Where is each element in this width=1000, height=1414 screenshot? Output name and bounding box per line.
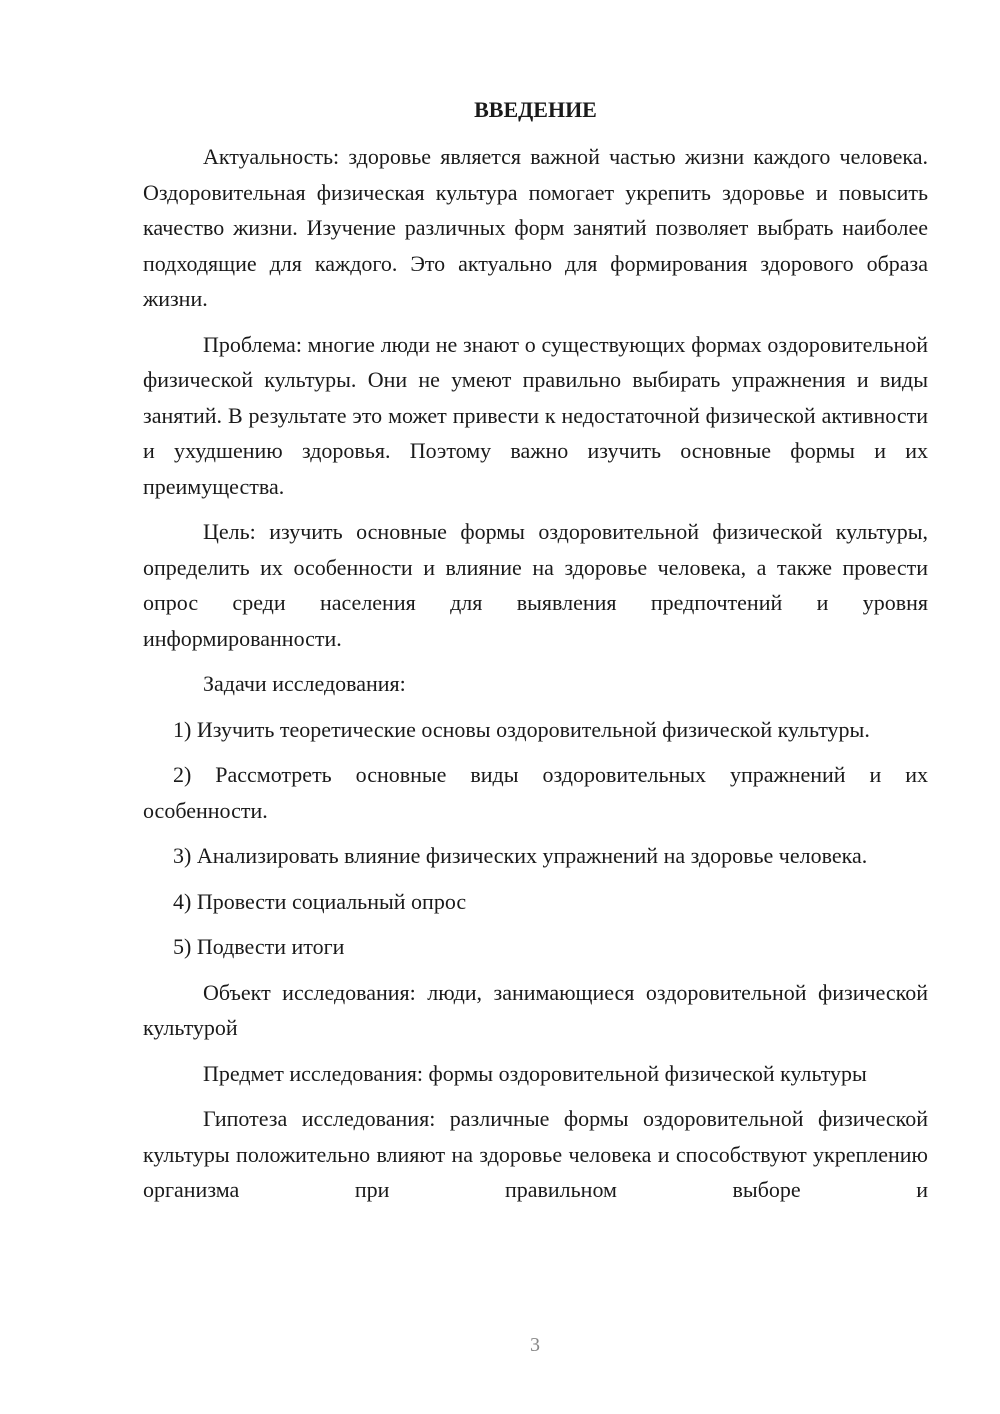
task-item: 3) Анализировать влияние физических упражнений на здоровье человека.	[173, 843, 868, 868]
goal-paragraph: Цель: изучить основные формы оздоровительной физической культуры, определить их особенности и влияние на здоровье человека, а также провести опрос среди населения для выявления предпочтений и уровня информированности.	[143, 519, 928, 651]
task-item: 4) Провести социальный опрос	[173, 888, 467, 914]
problem-paragraph: Проблема: многие люди не знают о существующих формах оздоровительной физической культуры. Они не умеют правильно выбирать упражнения и виды занятий. В результате это может привести к недостаточной физической активности и ухудшению здоровья. Поэтому важно изучить основные формы и их преимущества.	[143, 331, 928, 499]
task-item: 5) Подвести итоги	[173, 934, 345, 959]
page-number: 3	[530, 1334, 540, 1356]
document-page	[143, 92, 928, 1218]
task-item: 1) Изучить теоретические основы оздоровительной физической культуры.	[173, 716, 870, 742]
page-title: ВВЕДЕНИЕ	[474, 97, 597, 122]
tasks-heading: Задачи исследования:	[203, 671, 406, 696]
hypothesis-paragraph: Гипотеза исследования: различные формы оздоровительной физической культуры положительно влияют на здоровье человека и способствуют укреплению организма при правильном выборе и	[143, 1106, 928, 1202]
task-item: 2) Рассмотреть основные виды оздоровительных упражнений и их особенности.	[143, 762, 928, 823]
relevance-paragraph: Актуальность: здоровье является важной частью жизни каждого человека. Оздоровительная физическая культура помогает укрепить здоровье и повысить качество жизни. Изучение различных форм занятий позволяет выбрать наиболее подходящие для каждого. Это актуально для формирования здорового образа жизни.	[143, 144, 928, 311]
object-paragraph: Объект исследования: люди, занимающиеся оздоровительной физической культурой	[143, 979, 928, 1040]
subject-paragraph: Предмет исследования: формы оздоровительной физической культуры	[203, 1060, 867, 1086]
